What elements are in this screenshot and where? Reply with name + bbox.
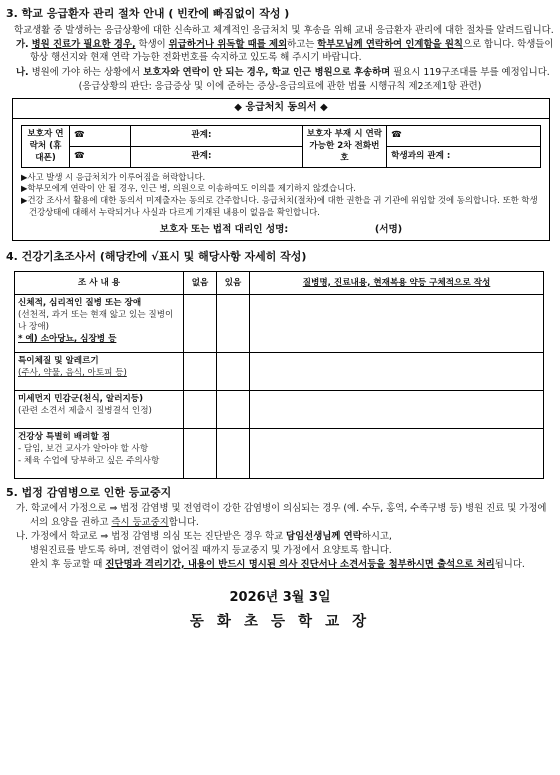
na5-text3: 하시고, bbox=[361, 531, 392, 543]
consent-note: ▶학부모에게 연락이 안 될 경우, 인근 병, 의원으로 이송하여도 이의를 제기하지 않겠습니다. bbox=[21, 183, 356, 194]
phone-icon: ☎ bbox=[73, 151, 85, 162]
row-content bbox=[15, 428, 184, 478]
row-title: 신체적, 심리적인 질병 또는 장애 bbox=[18, 297, 142, 308]
ga5-text1: 학교에서 가정으로 ⇒ 법정 감염병 및 전염력이 강한 감염병이 의심되는 경우 (예. 수두, 홍역, 수족구병 등) 병원 진료 및 가정에서의 요양을 권하고 bbox=[30, 503, 547, 528]
na5-line2: 병원진료를 받도록 하며, 전염력이 없어질 때까지 등교중지 및 가정에서 요양토록 합니다. bbox=[30, 545, 392, 557]
na5-line3a: 완치 후 등교할 때 bbox=[30, 558, 106, 570]
table-row bbox=[15, 352, 544, 390]
phone-icon: ☎ bbox=[391, 130, 402, 141]
details-field[interactable] bbox=[250, 294, 544, 352]
na-part2: 보호자와 연락이 안 되는 경우, 학교 인근 병원으로 후송하며 bbox=[143, 66, 391, 78]
school-signature: 동 화 초 등 학 교 장 bbox=[189, 613, 371, 630]
header-yes: 있음 bbox=[217, 271, 250, 294]
ga-part1: 병원 진료가 필요한 경우, bbox=[31, 38, 136, 50]
details-field[interactable] bbox=[250, 428, 544, 478]
details-field[interactable] bbox=[250, 390, 544, 428]
row-sub: (관련 소견서 제출시 질병결석 인정) bbox=[18, 406, 152, 416]
na5-text1: 가정에서 학교로 ⇒ 법정 감염병 의심 또는 진단받은 경우 학교 bbox=[31, 531, 287, 543]
header-none: 없음 bbox=[184, 271, 217, 294]
section5-item-na bbox=[6, 530, 554, 543]
checkbox-none[interactable] bbox=[184, 294, 217, 352]
row-title: 특이체질 및 알레르기 bbox=[18, 355, 99, 366]
relation-label: 관계: bbox=[191, 151, 212, 162]
health-table-header bbox=[15, 271, 544, 294]
na5-line3b: 진단명과 격리기간, 내용이 반드시 명시된 의사 진단서나 소견서등을 첨부하시면 출석으로 처리 bbox=[105, 558, 495, 570]
guardian-relation-1[interactable] bbox=[131, 125, 302, 146]
ga5-text2: 즉시 등교중지 bbox=[111, 516, 169, 528]
row-content bbox=[15, 390, 184, 428]
details-field[interactable] bbox=[250, 352, 544, 390]
na-part1: 병원에 가야 하는 상황에서 bbox=[31, 66, 144, 78]
section3-basis: (응급상황의 판단: 응급증상 및 이에 준하는 증상-응급의료에 관한 법률 시행규칙 제2조제1항 관련) bbox=[78, 80, 482, 92]
consent-notes bbox=[13, 172, 549, 219]
section4-title: 4. 건강기초조사서 (해당칸에 √표시 및 해당사항 자세히 작성) bbox=[6, 250, 307, 264]
checkbox-none[interactable] bbox=[184, 352, 217, 390]
student-relation-label: 학생과의 관계 : bbox=[391, 151, 451, 162]
row-sub: (주사, 약물, 음식, 아토피 등) bbox=[18, 368, 127, 378]
row-title: 건강상 특별히 배려할 점 bbox=[18, 431, 110, 442]
checkbox-none[interactable] bbox=[184, 428, 217, 478]
section3-item-ga bbox=[6, 38, 554, 65]
row-content bbox=[15, 352, 184, 390]
consent-title: ◆ 응급처치 동의서 ◆ bbox=[13, 99, 549, 118]
signature-line[interactable] bbox=[13, 223, 549, 237]
section3-intro: 학교생활 중 발생하는 응급상황에 대한 신속하고 체계적인 응급처치 및 후송을 위해 교내 응급환자 관리에 대한 절차를 알려드립니다. bbox=[14, 24, 554, 36]
na5-line3 bbox=[6, 558, 554, 571]
item-marker: 나. bbox=[16, 66, 29, 78]
document-date: 2026년 3월 3일 bbox=[229, 590, 331, 606]
consent-note: ▶건강 조사서 활용에 대한 동의서 미제출자는 동의로 간주합니다. 응급처치(절차)에 대한 권한을 귀 기관에 위임할 것에 동의합니다. 또한 학생 건강상태에 대해서 누락되거나 사실과 다르게 기재된 내용이 없음을 확인합니다. bbox=[21, 195, 538, 217]
table-row bbox=[15, 390, 544, 428]
row-content bbox=[15, 294, 184, 352]
header-content: 조 사 내 용 bbox=[15, 271, 184, 294]
section3-title: 3. 학교 응급환자 관리 절차 안내 ( 빈칸에 빠짐없이 작성 ) bbox=[6, 7, 290, 20]
checkbox-yes[interactable] bbox=[217, 390, 250, 428]
table-row bbox=[15, 294, 544, 352]
ga-part5: 학부모님께 연락하여 인계함을 원칙 bbox=[317, 38, 463, 50]
ga-part3: 위급하거나 위독할 때를 제외 bbox=[168, 38, 288, 50]
section3-item-na bbox=[6, 66, 554, 79]
secondary-phone-field[interactable] bbox=[387, 125, 541, 146]
header-details: 질병명, 진료내용, 현재복용 약등 구체적으로 작성 bbox=[250, 271, 544, 294]
secondary-phone-label: 보호자 부재 시 연락 가능한 2차 전화번호 bbox=[302, 125, 386, 167]
consent-table bbox=[21, 125, 541, 168]
health-table bbox=[14, 271, 544, 479]
na5-text2: 담임선생님께 연락 bbox=[286, 531, 362, 543]
row-sub: - 담임, 보건 교사가 알아야 할 사항 bbox=[18, 444, 149, 454]
item-marker: 가. bbox=[16, 503, 29, 515]
guardian-contact-label: 보호자 연락처 (휴대폰) bbox=[22, 125, 70, 167]
ga-part2: 학생이 bbox=[135, 38, 169, 50]
ga-part6: 으로 합니다. 학생들이 항상 행선지와 현재 연락 가능한 전화번호를 숙지하고 있도록 해 주시기 바랍니다. bbox=[30, 38, 554, 64]
section5-title: 5. 법정 감염병으로 인한 등교중지 bbox=[6, 485, 172, 499]
row-title: 미세먼지 민감군(천식, 알러지등) bbox=[18, 393, 144, 404]
consent-note: ▶사고 발생 시 응급처치가 이루어짐을 허락합니다. bbox=[21, 171, 206, 182]
signature-mark: (서명) bbox=[374, 223, 403, 235]
checkbox-yes[interactable] bbox=[217, 352, 250, 390]
checkbox-none[interactable] bbox=[184, 390, 217, 428]
na-part3: 필요시 119구조대를 부를 예정입니다. bbox=[390, 66, 550, 78]
consent-box bbox=[12, 98, 550, 241]
relation-label: 관계: bbox=[191, 130, 212, 141]
guardian-phone-1[interactable] bbox=[69, 125, 130, 146]
phone-icon: ☎ bbox=[73, 130, 85, 141]
checkbox-yes[interactable] bbox=[217, 294, 250, 352]
ga5-text3: 합니다. bbox=[168, 516, 199, 528]
guardian-relation-2[interactable] bbox=[131, 146, 302, 167]
checkbox-yes[interactable] bbox=[217, 428, 250, 478]
item-marker: 나. bbox=[16, 531, 29, 543]
ga-part4: 하고는 bbox=[287, 38, 318, 50]
item-marker: 가. bbox=[16, 38, 29, 50]
guardian-phone-2[interactable] bbox=[69, 146, 130, 167]
section5-item-ga bbox=[6, 502, 554, 529]
student-relation-field[interactable] bbox=[387, 146, 541, 167]
row-note: - 체육 수업에 당부하고 싶은 주의사항 bbox=[18, 456, 160, 467]
na5-line3c: 됩니다. bbox=[494, 558, 525, 570]
table-row bbox=[15, 428, 544, 478]
document-page bbox=[6, 4, 554, 632]
row-note: * 예) 소아당뇨, 심장병 등 bbox=[18, 334, 117, 345]
row-sub: (선천적, 과거 또는 현재 앓고 있는 질병이나 장애) bbox=[18, 310, 174, 333]
signature-label: 보호자 또는 법적 대리인 성명: bbox=[159, 223, 289, 235]
